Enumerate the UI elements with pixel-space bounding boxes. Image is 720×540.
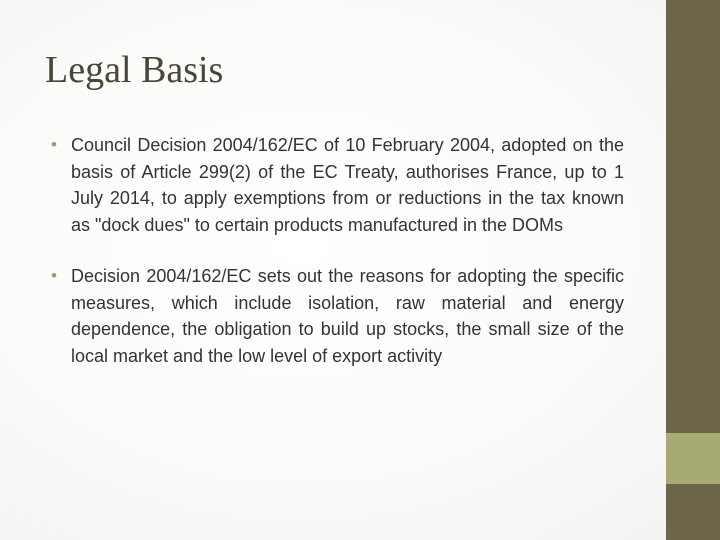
bullet-text: Decision 2004/162/EC sets out the reasons for adopting the specific measures, which include isolation, raw material and energy dependence, the obligation to build up stocks, the small size of the local market and the low level of export activity	[71, 266, 624, 366]
decorative-sidebar	[666, 0, 720, 540]
bullet-text: Council Decision 2004/162/EC of 10 February 2004, adopted on the basis of Article 299(2) of the EC Treaty, authorises France, up to 1 July 2014, to apply exemptions from or reductions in the tax known as "dock dues" to certain products manufactured in the DOMs	[71, 135, 624, 235]
bullet-icon: •	[51, 135, 57, 154]
sidebar-accent-block	[666, 433, 720, 484]
slide-title: Legal Basis	[45, 49, 224, 91]
sidebar-top-block	[666, 0, 720, 433]
bullet-item	[50, 132, 624, 238]
bullet-icon: •	[51, 266, 57, 285]
sidebar-bottom-block	[666, 484, 720, 540]
bullet-item	[50, 263, 624, 369]
bullet-list	[50, 132, 624, 369]
